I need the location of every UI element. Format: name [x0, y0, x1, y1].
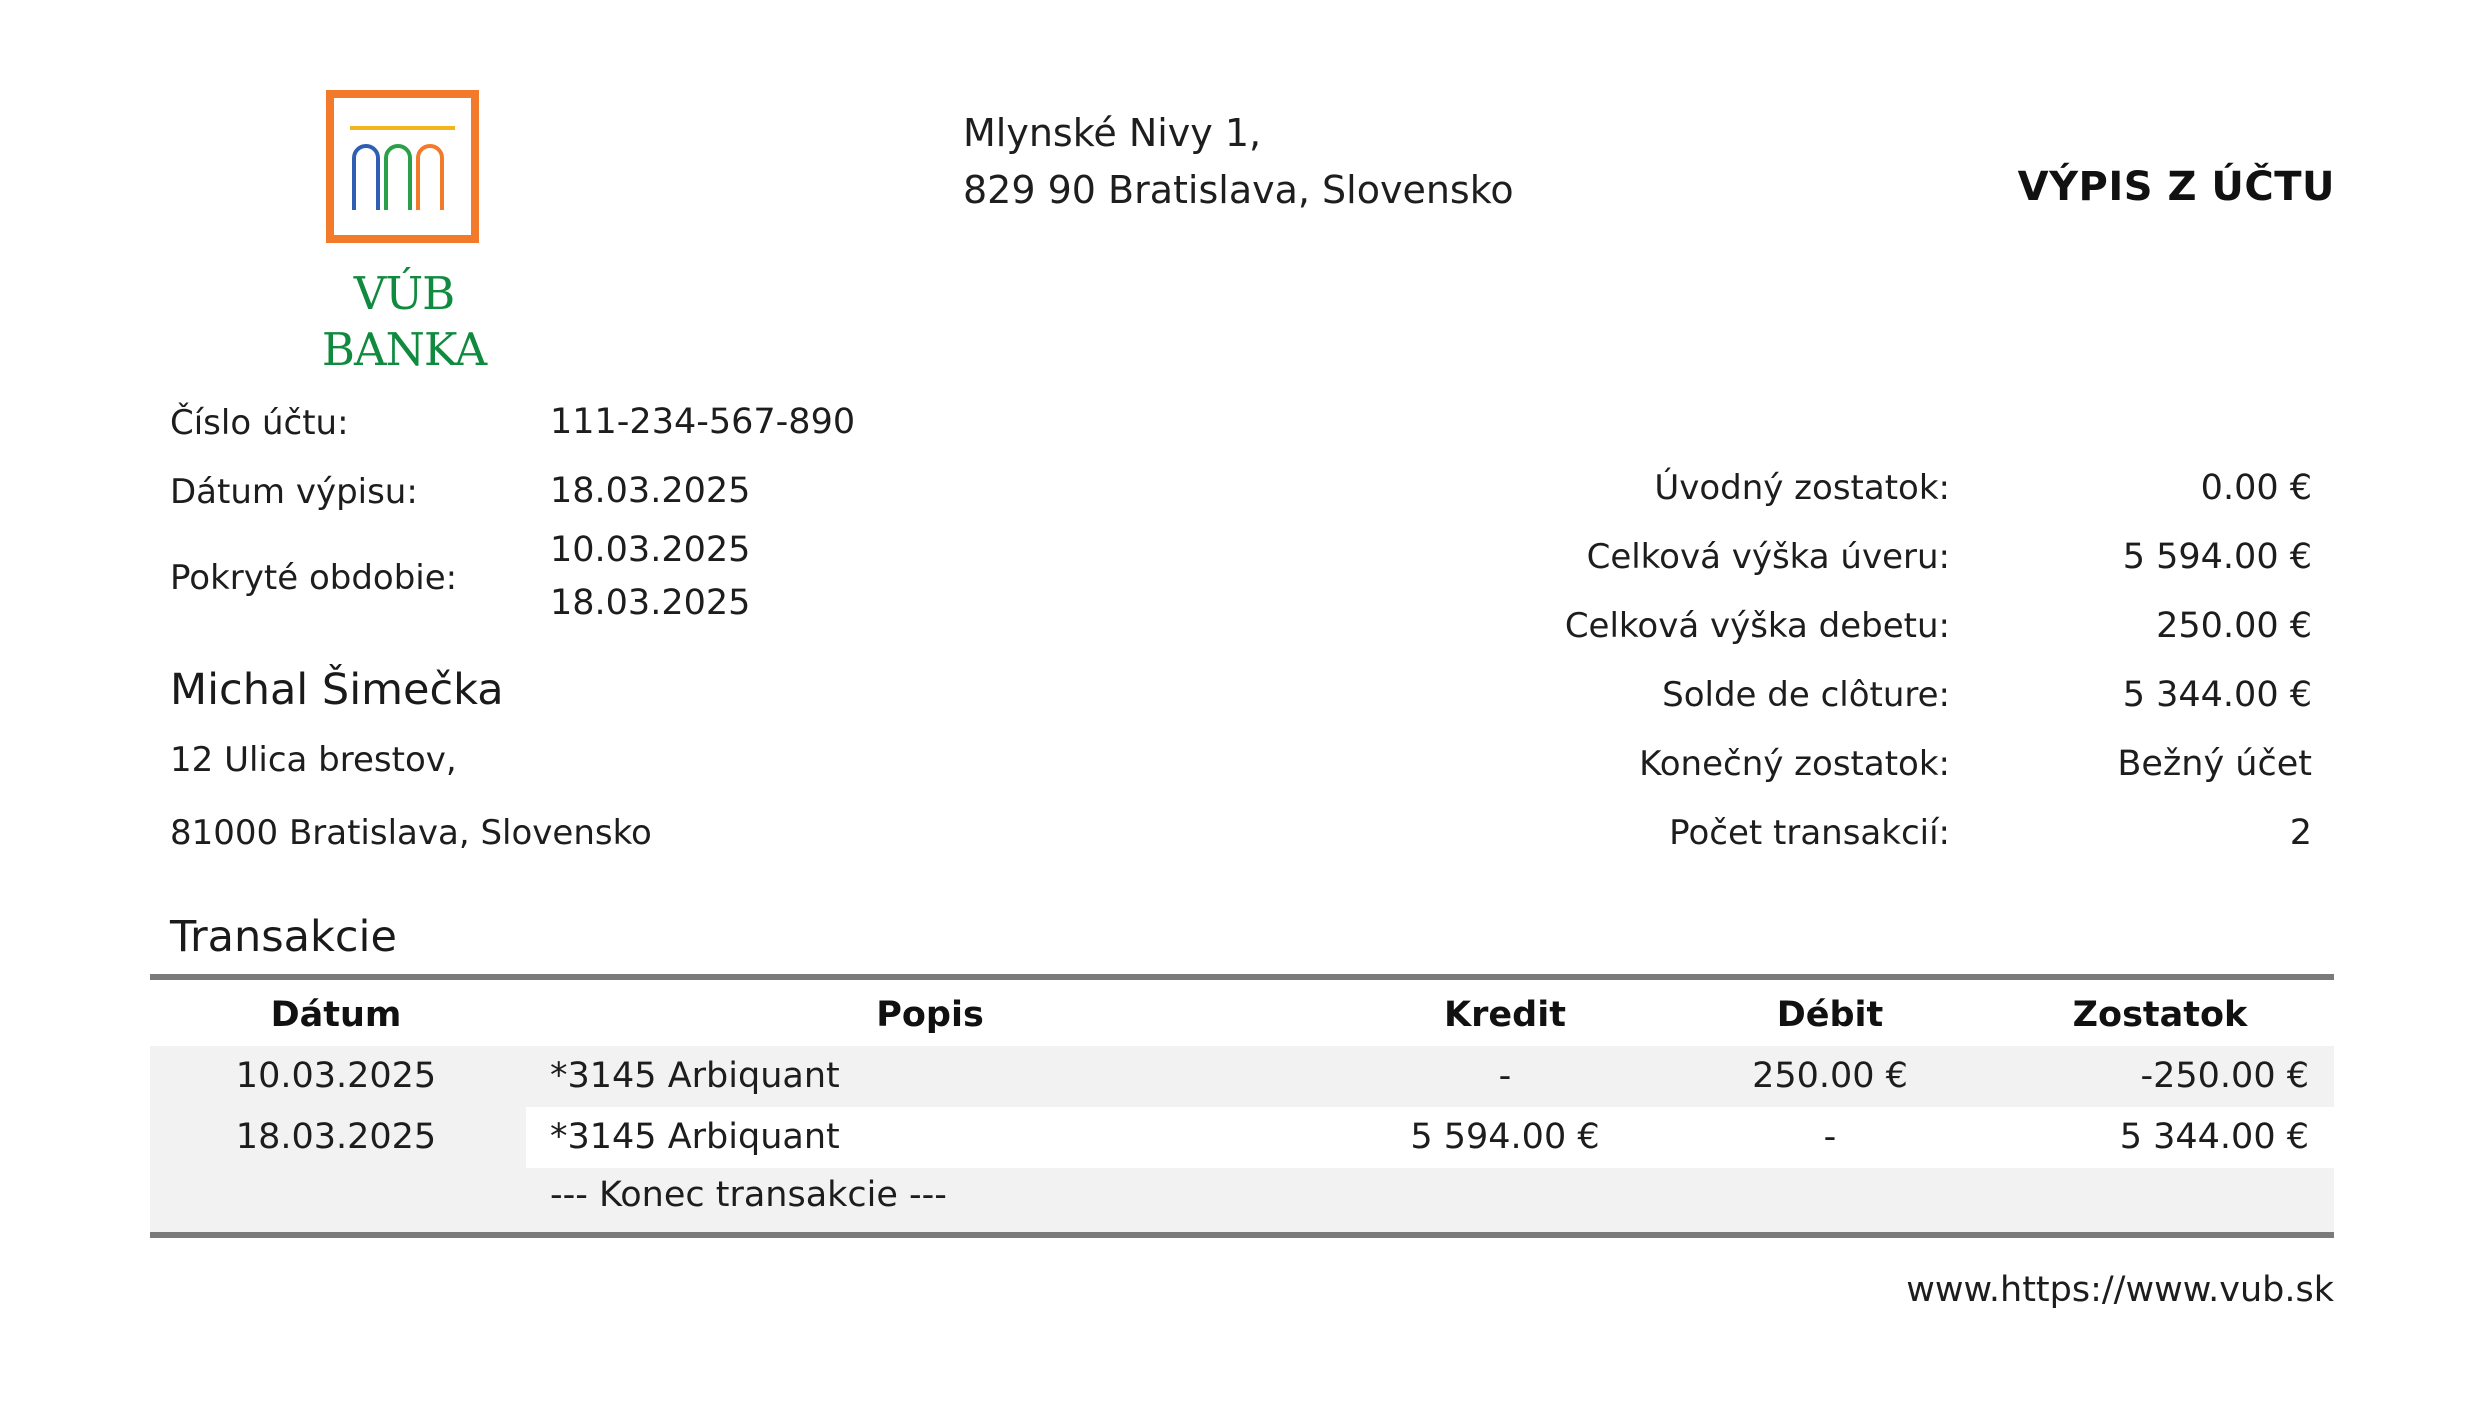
- column-header-balance: Zostatok: [2072, 995, 2248, 1035]
- footer-url-link[interactable]: www.https://www.vub.sk: [1906, 1270, 2334, 1310]
- tx-date: 10.03.2025: [235, 1056, 437, 1096]
- summary-value: 2: [2289, 813, 2312, 853]
- statement-date-label: Dátum výpisu:: [170, 472, 418, 512]
- column-header-debit: Débit: [1776, 995, 1884, 1035]
- summary-row: [1300, 675, 2312, 725]
- tx-credit: -: [1498, 1056, 1512, 1096]
- summary-value: 5 344.00 €: [2122, 675, 2312, 715]
- period-from: 10.03.2025: [550, 530, 751, 570]
- tx-debit: 250.00 €: [1752, 1056, 1908, 1096]
- summary-value: 5 594.00 €: [2122, 537, 2312, 577]
- summary-row: [1300, 813, 2312, 863]
- summary-value: 0.00 €: [2200, 468, 2312, 508]
- account-number-label: Číslo účtu:: [170, 403, 349, 443]
- summary-row: [1300, 744, 2312, 794]
- statement-date: 18.03.2025: [550, 471, 751, 511]
- transactions-title: Transakcie: [170, 912, 397, 962]
- period-label: Pokryté obdobie:: [170, 558, 458, 598]
- transactions-end-note: --- Konec transakcie ---: [550, 1175, 947, 1215]
- customer-name: Michal Šimečka: [170, 665, 504, 715]
- tx-description: *3145 Arbiquant: [550, 1056, 840, 1096]
- summary-label: Celková výška debetu:: [1564, 606, 1950, 646]
- summary-row: [1300, 606, 2312, 656]
- tx-credit: 5 594.00 €: [1410, 1117, 1600, 1157]
- tx-date: 18.03.2025: [235, 1117, 437, 1157]
- customer-city: 81000 Bratislava, Slovensko: [170, 813, 652, 853]
- summary-label: Úvodný zostatok:: [1654, 468, 1950, 508]
- summary-value: Bežný účet: [2117, 744, 2312, 784]
- summary-value: 250.00 €: [2156, 606, 2312, 646]
- column-header-description: Popis: [876, 995, 984, 1035]
- tx-description: *3145 Arbiquant: [550, 1117, 840, 1157]
- account-number: 111-234-567-890: [550, 402, 856, 442]
- document-title: VÝPIS Z ÚČTU: [2017, 164, 2335, 210]
- bank-logo-icon: [326, 90, 479, 243]
- column-header-date: Dátum: [270, 995, 402, 1035]
- customer-street: 12 Ulica brestov,: [170, 740, 457, 780]
- summary-label: Solde de clôture:: [1662, 675, 1950, 715]
- bank-address-line1: Mlynské Nivy 1,: [963, 111, 1262, 155]
- summary-row: [1300, 468, 2312, 518]
- tx-debit: -: [1823, 1117, 1837, 1157]
- table-top-rule: [150, 974, 2334, 980]
- bank-address: [963, 105, 1514, 219]
- bank-logo-text: VÚB BANKA: [321, 267, 487, 376]
- tx-balance: 5 344.00 €: [2119, 1117, 2309, 1157]
- summary-row: [1300, 537, 2312, 587]
- summary-label: Počet transakcií:: [1669, 813, 1950, 853]
- summary-label: Celková výška úveru:: [1586, 537, 1950, 577]
- column-header-credit: Kredit: [1444, 995, 1566, 1035]
- period-to: 18.03.2025: [550, 583, 751, 623]
- tx-balance: -250.00 €: [2140, 1056, 2309, 1096]
- bank-address-line2: 829 90 Bratislava, Slovensko: [963, 168, 1514, 212]
- table-bottom-rule: [150, 1232, 2334, 1238]
- summary-label: Konečný zostatok:: [1639, 744, 1950, 784]
